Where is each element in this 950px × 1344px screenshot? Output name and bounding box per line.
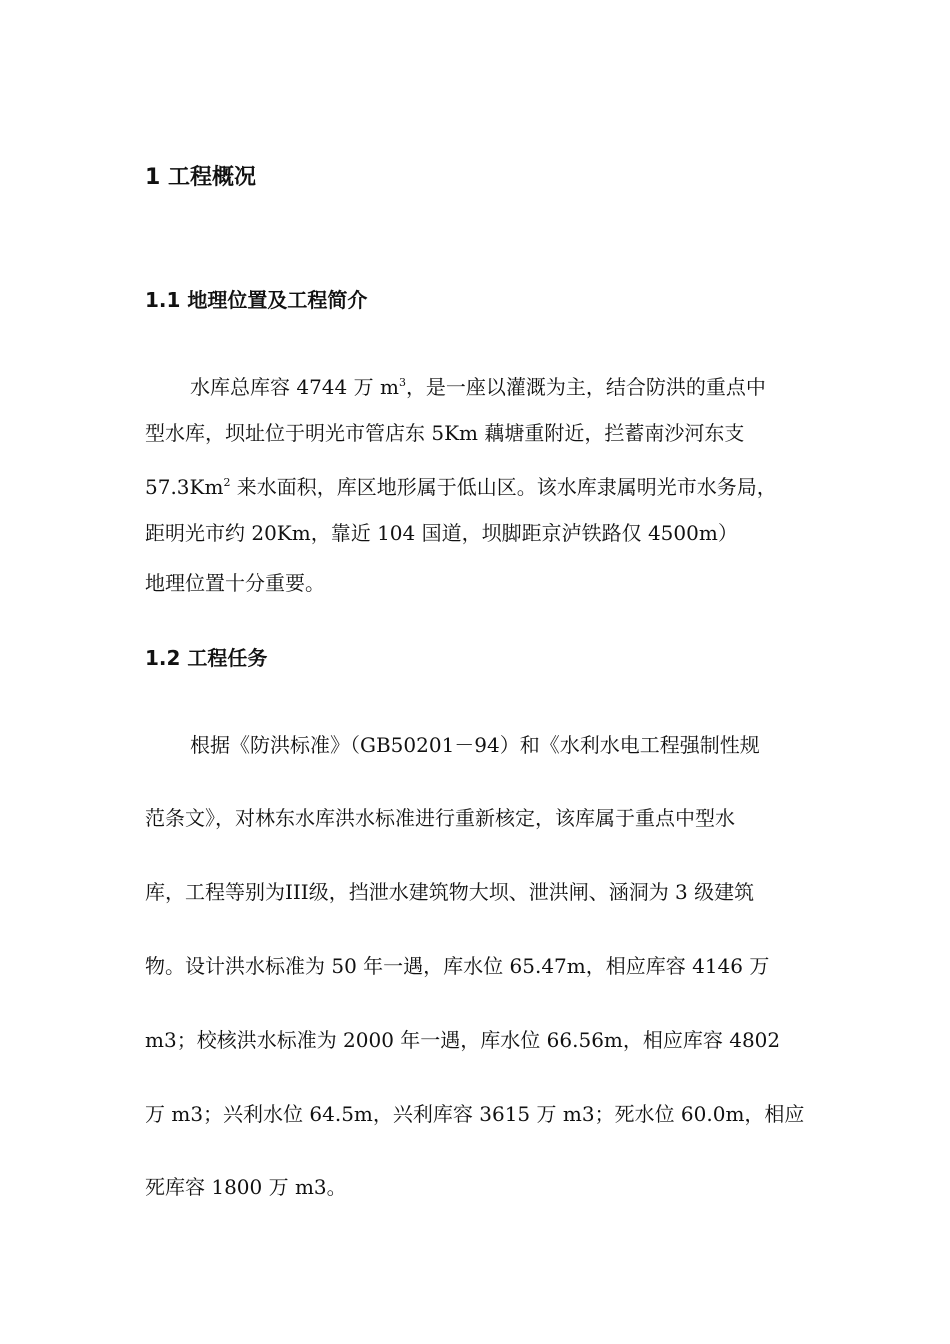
- paragraph-line: 范条文》，对林东水库洪水标准进行重新核定，该库属于重点中型水: [145, 806, 735, 830]
- paragraph-line: 库，工程等别为III级，挡泄水建筑物大坝、泄洪闸、涵洞为 3 级建筑: [145, 880, 755, 904]
- section-heading-1-1: 1.1 地理位置及工程简介: [145, 288, 368, 312]
- paragraph-line: 物。设计洪水标准为 50 年一遇，库水位 65.47m，相应库容 4146 万: [145, 954, 770, 978]
- paragraph-line: 型水库，坝址位于明光市管店东 5Km 藕塘重附近，拦蓄南沙河东支: [145, 421, 745, 445]
- paragraph-line: 57.3Km$^2$ 来水面积，库区地形属于低山区。该水库隶属明光市水务局，: [145, 475, 777, 499]
- section-heading-1-2: 1.2 工程任务: [145, 646, 268, 670]
- paragraph-line: 水库总库容 4744 万 $m^3$，是一座以灌溉为主，结合防洪的重点中: [190, 375, 766, 399]
- paragraph-line: m3；校核洪水标准为 2000 年一遇，库水位 66.56m，相应库容 4802: [145, 1028, 781, 1052]
- paragraph-line: 万 m3；兴利水位 64.5m，兴利库容 3615 万 m3；死水位 60.0m，相应: [145, 1102, 805, 1126]
- paragraph-line: 死库容 1800 万 m3。: [145, 1175, 347, 1199]
- paragraph-line: 地理位置十分重要。: [145, 571, 325, 595]
- paragraph-line: 距明光市约 20Km，靠近 104 国道，坝脚距京泸铁路仅 4500m）: [145, 521, 738, 545]
- chapter-heading: 1 工程概况: [145, 165, 256, 190]
- paragraph-line: 根据《防洪标准》（GB50201－94）和《水利水电工程强制性规: [190, 733, 760, 757]
